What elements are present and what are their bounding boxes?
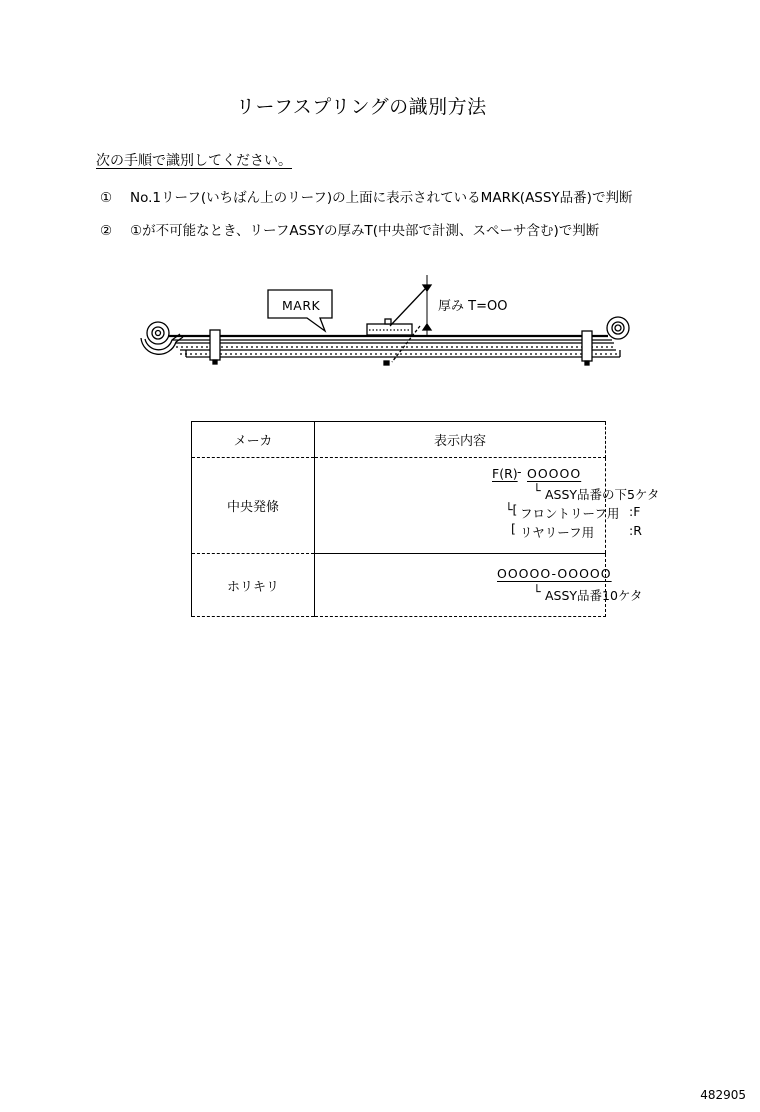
display-content-cell xyxy=(315,554,643,617)
bracket-line: └ xyxy=(533,584,541,599)
rear-leaf-value: :R xyxy=(629,523,642,538)
table-header-row xyxy=(192,422,606,458)
rear-leaf-label: リヤリーフ用 xyxy=(520,525,595,540)
code-separator: - xyxy=(517,464,522,479)
display-content-cell xyxy=(315,458,660,554)
front-leaf-value: :F xyxy=(629,504,641,519)
maker-cell: ホリキリ xyxy=(192,554,315,617)
step-2-text: ①が不可能なとき、リーフASSYの厚みT(中央部で計測、スペーサ含む)で判断 xyxy=(130,223,600,239)
header-maker: メーカ xyxy=(192,422,315,458)
digits-note: ASSY品番10ケタ xyxy=(545,588,643,603)
step-1 xyxy=(100,186,632,206)
front-leaf-label: フロントリーフ用 xyxy=(520,506,620,521)
bracket-line: └ xyxy=(533,483,541,498)
code-digits: OOOOO xyxy=(527,466,582,481)
mark-callout-label: MARK xyxy=(282,298,321,313)
bracket-line: [ xyxy=(511,521,516,536)
document-id: 482905 xyxy=(700,1088,746,1102)
code-prefix: F(R) xyxy=(492,466,518,481)
identification-table xyxy=(191,421,660,617)
thickness-label: 厚み T=OO xyxy=(438,299,508,314)
digits-note: ASSY品番の下5ケタ xyxy=(545,487,660,502)
code-full: OOOOO-OOOOO xyxy=(497,566,612,581)
page-title: リーフスプリングの識別方法 xyxy=(236,96,487,118)
table-row xyxy=(192,458,606,554)
step-2-number: ② xyxy=(100,223,113,239)
table-row xyxy=(192,554,606,617)
step-1-number: ① xyxy=(100,190,113,206)
leaf-spring-diagram xyxy=(130,268,650,378)
maker-cell: 中央発條 xyxy=(192,458,315,554)
header-display-content: 表示内容 xyxy=(315,422,606,458)
step-2 xyxy=(100,219,599,239)
bracket-line: └[ xyxy=(505,502,518,517)
step-1-text: No.1リーフ(いちばん上のリーフ)の上面に表示されているMARK(ASSY品番)で判断 xyxy=(130,190,633,206)
intro-text: 次の手順で識別してください。 xyxy=(96,153,292,169)
